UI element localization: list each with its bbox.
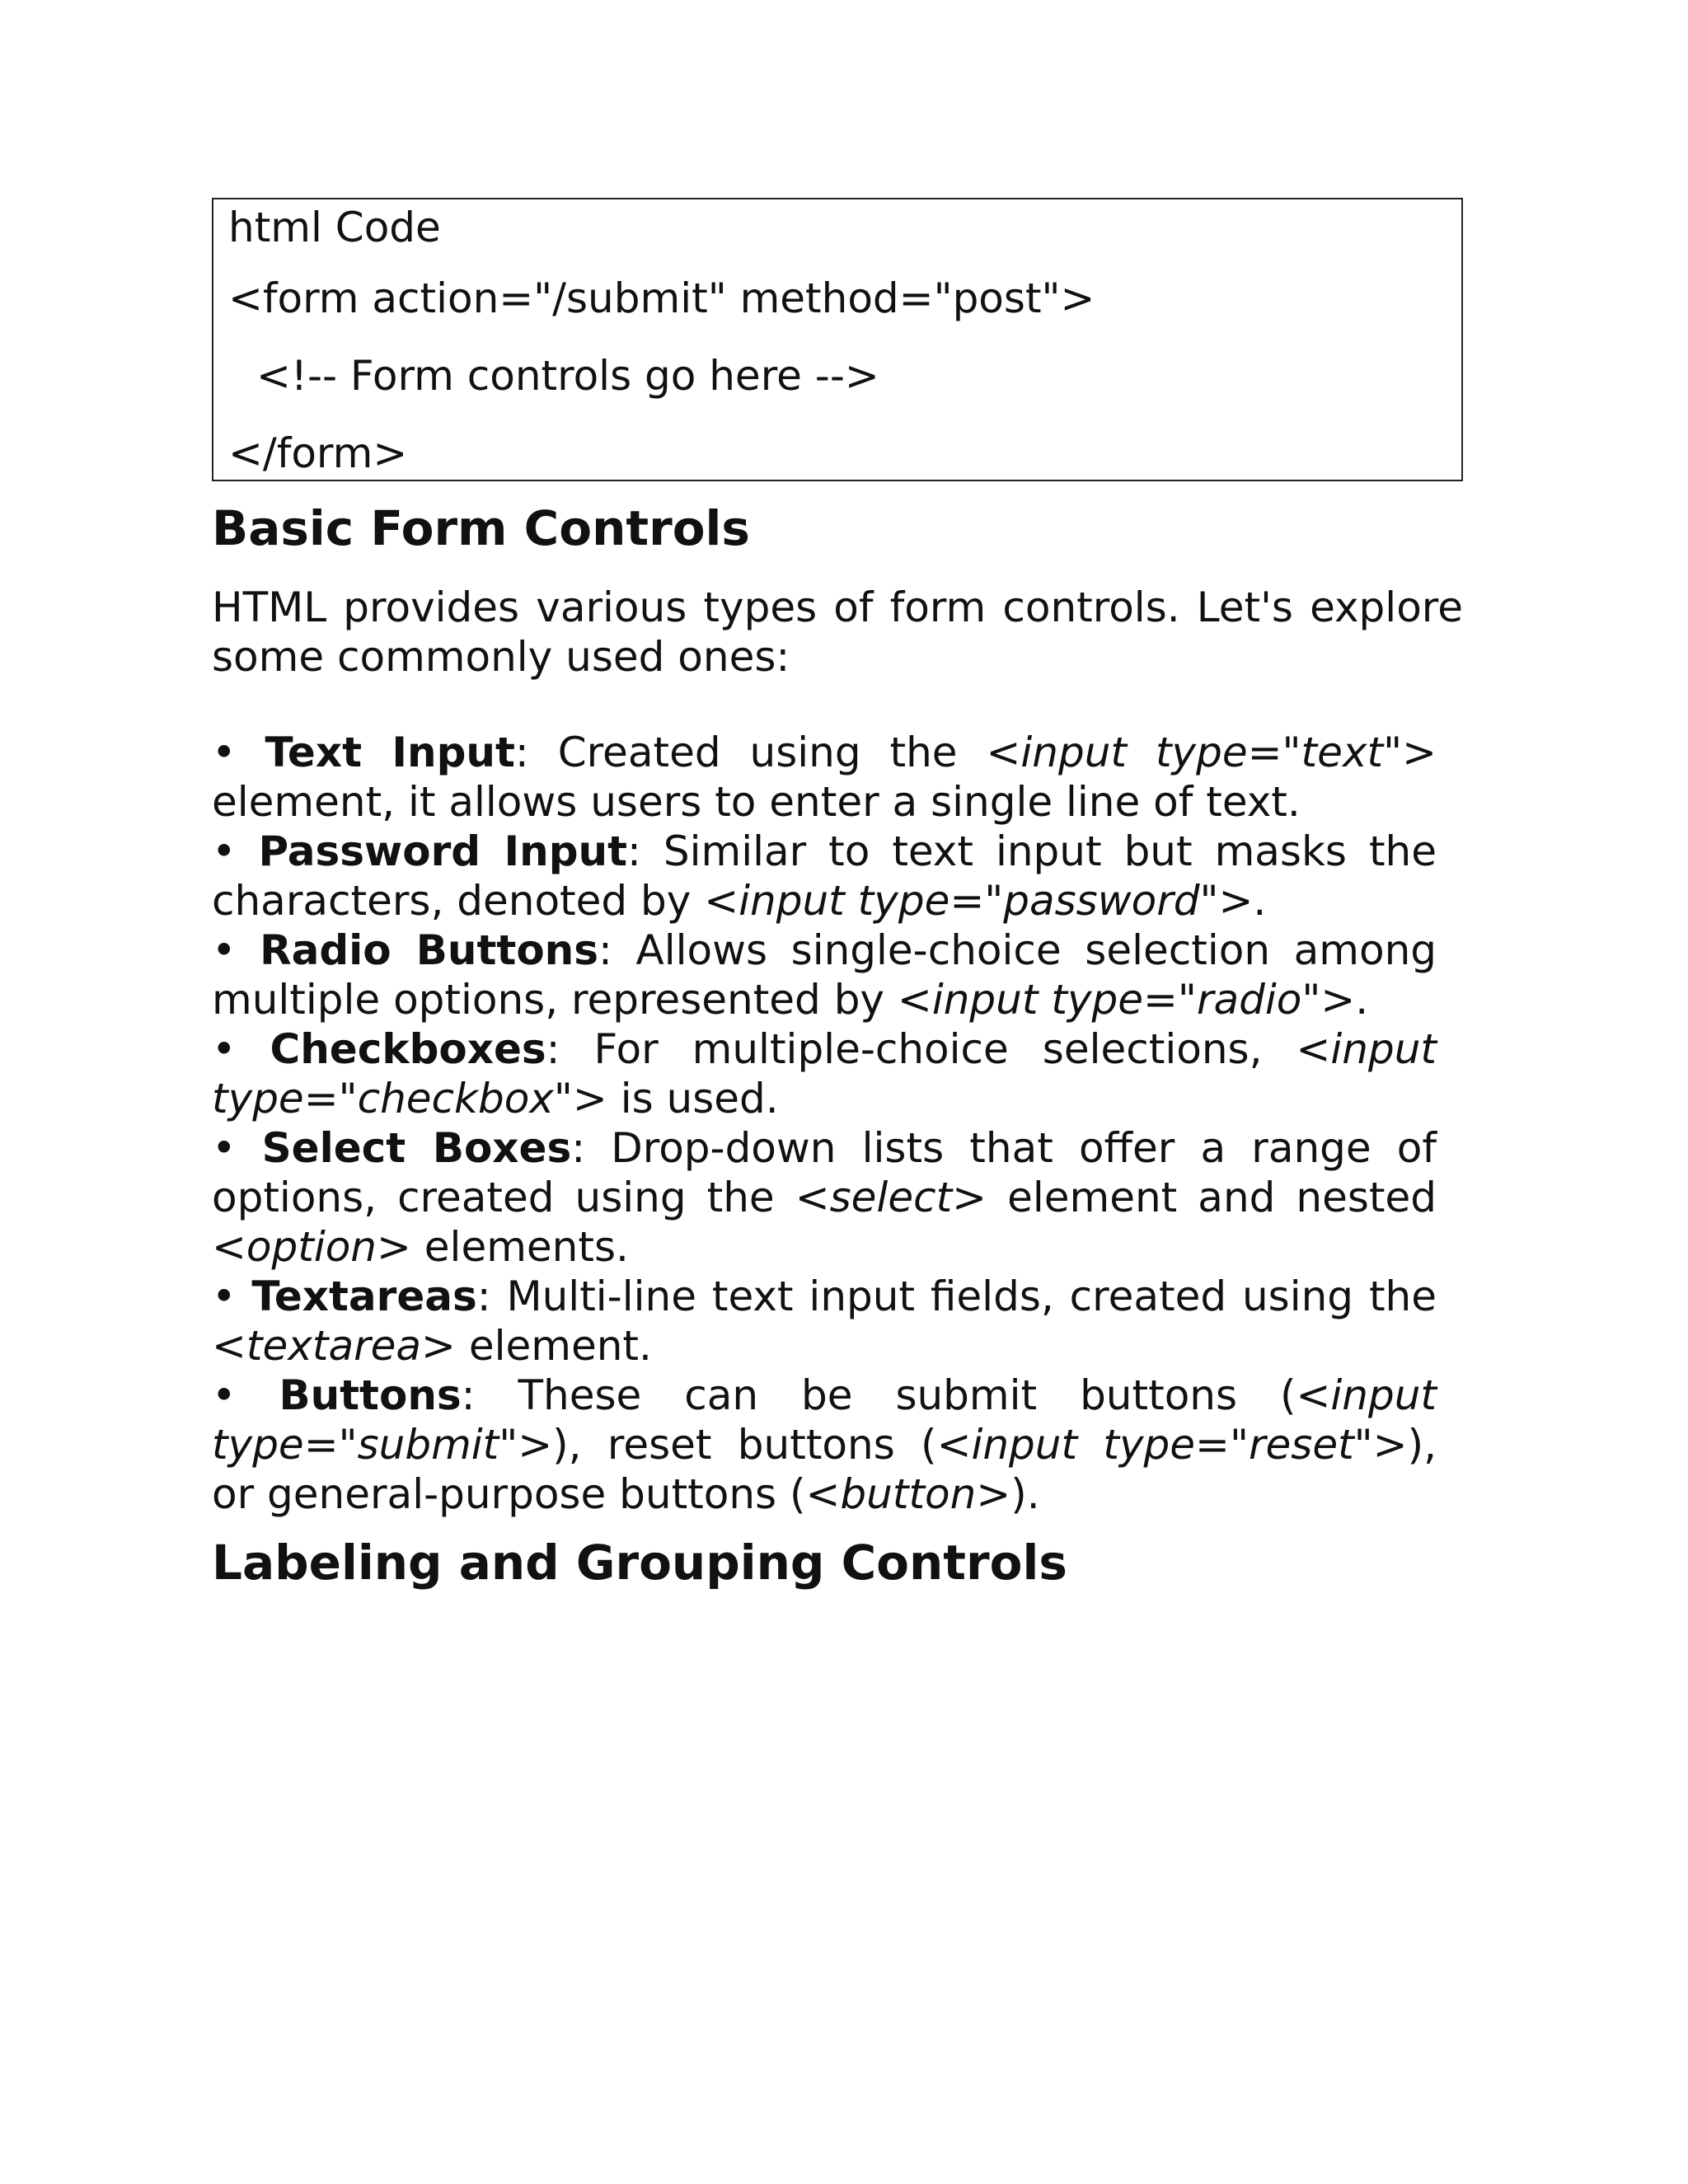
- list-item-term: Radio Buttons: [260, 926, 599, 974]
- list-item-text: : Allows single-choice selection among multiple options, represented by: [212, 926, 1437, 1024]
- code-reference: <input type="password">: [704, 877, 1254, 925]
- list-item-text: : These can be submit buttons (: [461, 1371, 1296, 1419]
- code-line-form-close: </form>: [228, 429, 408, 477]
- list-item-term: Checkboxes: [270, 1025, 546, 1073]
- code-reference: <input type="submit">: [212, 1371, 1437, 1469]
- list-item: • Radio Buttons: Allows single-choice selection among multiple options, represented by <input type="radio">.: [212, 926, 1437, 1024]
- code-box-title: html Code: [228, 204, 441, 251]
- list-item-text: : Created using the: [514, 729, 987, 776]
- code-reference: <input type="radio">: [897, 976, 1356, 1024]
- list-item-text: elements.: [410, 1223, 629, 1271]
- intro-paragraph: HTML provides various types of form controls. Let's explore some commonly used ones:: [212, 583, 1463, 681]
- code-reference: <textarea>: [212, 1322, 456, 1370]
- list-item: • Select Boxes: Drop-down lists that offer a range of options, created using the <select> element and nested <option> elements.: [212, 1124, 1437, 1271]
- list-item-text: : Similar to text input but masks the characters, denoted by: [212, 827, 1437, 925]
- list-item: • Checkboxes: For multiple-choice selections, <input type="checkbox"> is used.: [212, 1025, 1437, 1122]
- section-heading-labeling-grouping: Labeling and Grouping Controls: [212, 1535, 1067, 1591]
- code-example-box: [212, 198, 1463, 481]
- list-item-term: Buttons: [279, 1371, 462, 1419]
- code-reference: <option>: [212, 1223, 411, 1271]
- list-item-text: : Multi-line text input fields, created using the: [476, 1272, 1437, 1320]
- code-reference: <input type="reset">: [936, 1421, 1408, 1469]
- list-item: • Textareas: Multi-line text input fields, created using the <textarea> element.: [212, 1272, 1437, 1370]
- list-item-text: ), reset buttons (: [552, 1421, 937, 1469]
- list-item: • Password Input: Similar to text input but masks the characters, denoted by <input type="password">.: [212, 827, 1437, 925]
- list-item: • Buttons: These can be submit buttons (<input type="submit">), reset buttons (<input type="reset">), or general-purpose buttons (<button>).: [212, 1371, 1437, 1518]
- code-reference: <input type="text">: [986, 729, 1437, 776]
- list-item-term: Text Input: [265, 729, 515, 776]
- list-item-text: .: [1355, 976, 1369, 1024]
- list-item: • Text Input: Created using the <input type="text"> element, it allows users to enter a single line of text.: [212, 729, 1437, 826]
- code-reference: <select>: [795, 1174, 987, 1221]
- section-heading-basic-form-controls: Basic Form Controls: [212, 500, 750, 556]
- code-line-comment: <!-- Form controls go here -->: [256, 352, 879, 400]
- list-item-text: element.: [455, 1322, 652, 1370]
- code-reference: <input type="checkbox">: [212, 1025, 1437, 1122]
- list-item-term: Textareas: [251, 1272, 477, 1320]
- list-item-term: Select Boxes: [261, 1124, 572, 1172]
- list-item-text: element and nested: [987, 1174, 1437, 1221]
- list-item-text: element, it allows users to enter a single line of text.: [212, 778, 1301, 826]
- list-item-text: ).: [1010, 1470, 1040, 1518]
- list-item-text: .: [1253, 877, 1267, 925]
- code-reference: <button>: [805, 1470, 1011, 1518]
- list-item-text: : Drop-down lists that offer a range of options, created using the: [212, 1124, 1437, 1221]
- form-controls-list: [212, 728, 1437, 1519]
- code-line-form-open: <form action="/submit" method="post">: [228, 274, 1095, 322]
- list-item-term: Password Input: [258, 827, 628, 875]
- list-item-text: ), or general-purpose buttons (: [212, 1421, 1437, 1518]
- list-item-text: : For multiple-choice selections,: [546, 1025, 1296, 1073]
- list-item-text: is used.: [607, 1075, 779, 1122]
